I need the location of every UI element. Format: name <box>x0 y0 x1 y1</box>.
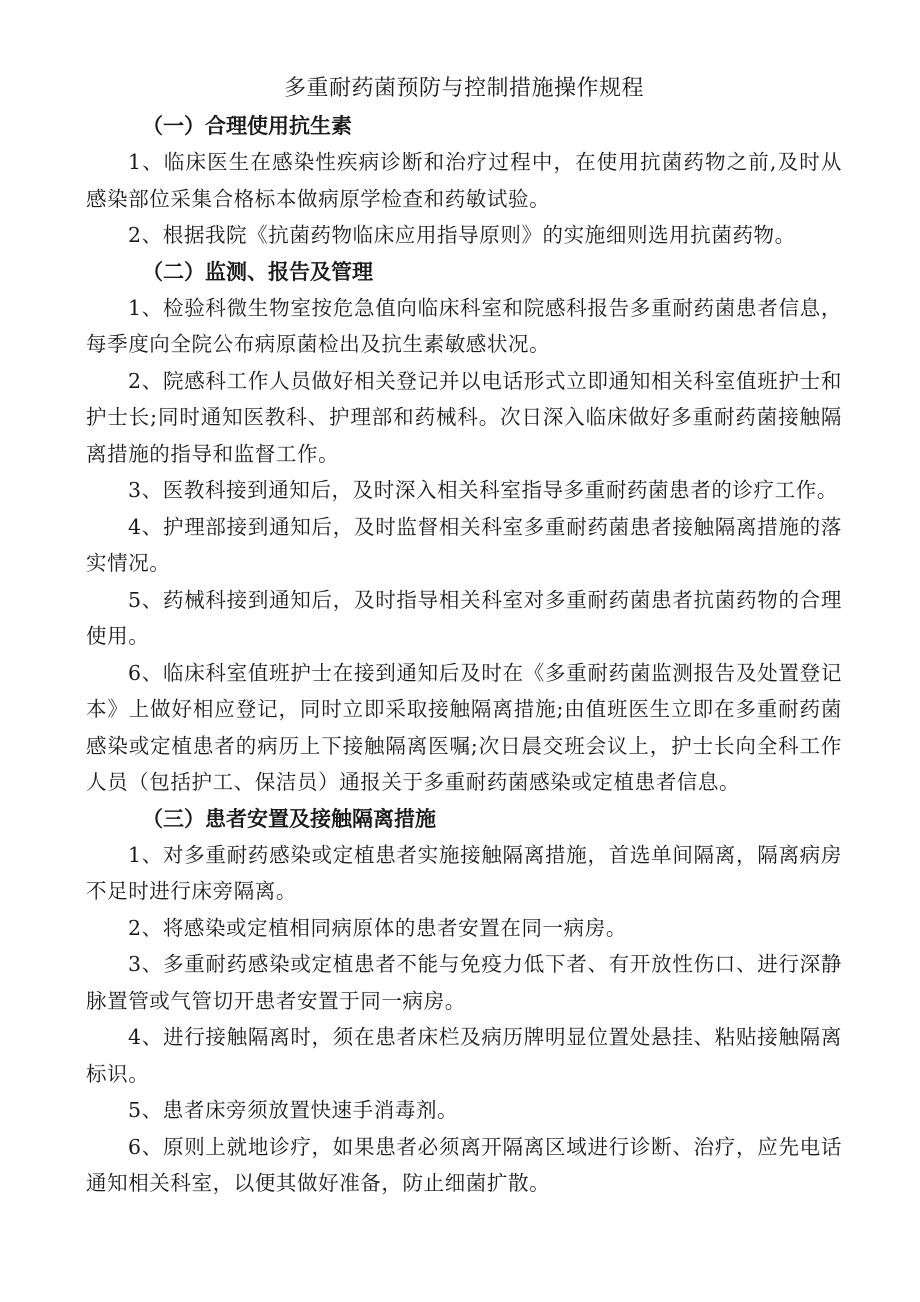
paragraph: 5、患者床旁须放置快速手消毒剂。 <box>128 1098 459 1122</box>
section-2 <box>86 254 842 801</box>
paragraph: 4、护理部接到通知后，及时监督相关科室多重耐药菌患者接触隔离措施的落实情况。 <box>86 514 842 575</box>
paragraph: 1、检验科微生物室按危急值向临床科室和院感科报告多重耐药菌患者信息，每季度向全院公布病原菌检出及抗生素敏感状况。 <box>86 295 842 356</box>
paragraph: 6、临床科室值班护士在接到通知后及时在《多重耐药菌监测报告及处置登记本》上做好相应登记，同时立即采取接触隔离措施;由值班医生立即在多重耐药菌感染或定植患者的病历上下接触隔离医嘱;次日晨交班会议上，护士长向全科工作人员（包括护工、保洁员）通报关于多重耐药菌感染或定植患者信息。 <box>86 660 842 794</box>
section-3 <box>86 801 842 1202</box>
paragraph: 6、原则上就地诊疗，如果患者必须离开隔离区域进行诊断、治疗，应先电话通知相关科室，以便其做好准备，防止细菌扩散。 <box>86 1134 842 1195</box>
document-title: 多重耐药菌预防与控制措施操作规程 <box>283 76 644 101</box>
paragraph: 2、院感科工作人员做好相关登记并以电话形式立即通知相关科室值班护士和护士长;同时通知医教科、护理部和药械科。次日深入临床做好多重耐药菌接触隔离措施的指导和监督工作。 <box>86 368 842 466</box>
paragraph: 3、多重耐药感染或定植患者不能与免疫力低下者、有开放性伤口、进行深静脉置管或气管切开患者安置于同一病房。 <box>86 952 842 1013</box>
paragraph: 1、临床医生在感染性疾病诊断和治疗过程中，在使用抗菌药物之前,及时从感染部位采集合格标本做病原学检查和药敏试验。 <box>86 150 842 211</box>
section-heading: （二）监测、报告及管理 <box>142 259 373 284</box>
section-heading: （三）患者安置及接触隔离措施 <box>142 806 436 831</box>
section-1 <box>86 108 842 254</box>
paragraph: 2、将感染或定植相同病原体的患者安置在同一病房。 <box>128 915 627 940</box>
paragraph: 4、进行接触隔离时，须在患者床栏及病历牌明显位置处悬挂、粘贴接触隔离标识。 <box>86 1025 842 1086</box>
section-heading: （一）合理使用抗生素 <box>142 114 352 138</box>
paragraph: 5、药械科接到通知后，及时指导相关科室对多重耐药菌患者抗菌药物的合理使用。 <box>86 587 842 648</box>
paragraph: 3、医教科接到通知后，及时深入相关科室指导多重耐药菌患者的诊疗工作。 <box>128 478 838 502</box>
paragraph: 1、对多重耐药感染或定植患者实施接触隔离措施，首选单间隔离，隔离病房不足时进行床旁隔离。 <box>86 842 842 903</box>
paragraph: 2、根据我院《抗菌药物临床应用指导原则》的实施细则选用抗菌药物。 <box>128 223 796 247</box>
